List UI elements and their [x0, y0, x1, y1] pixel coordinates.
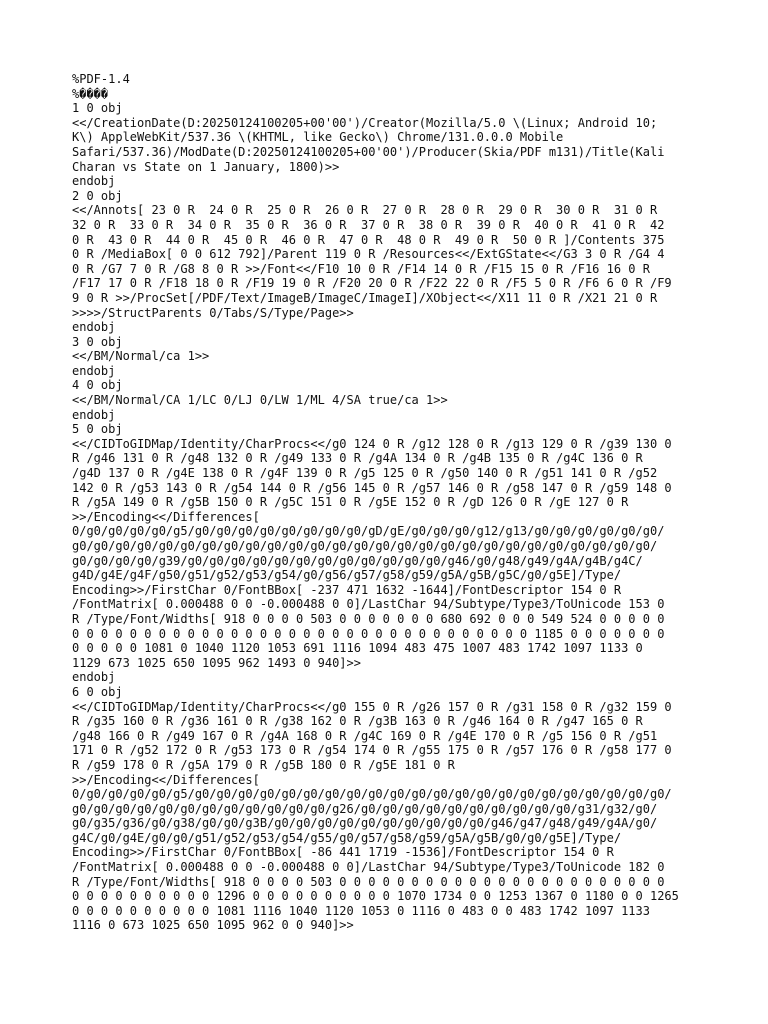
text-line: R /Type/Font/Widths[ 918 0 0 0 0 503 0 0 0 0 0 0 0 680 692 0 0 0 549 524 0 0 0 0 0: [72, 611, 665, 626]
text-line: R /g35 160 0 R /g36 161 0 R /g38 162 0 R /g3B 163 0 R /g46 164 0 R /g47 165 0 R: [72, 714, 643, 729]
text-line: g0/g0/g0/g0/g0/g0/g0/g0/g0/g0/g0/g0/g26/g0/g0/g0/g0/g0/g0/g0/g0/g0/g0/g31/g32/g0/: [72, 801, 658, 816]
text-line: 0 0 0 0 0 0 0 0 0 0 1296 0 0 0 0 0 0 0 0 0 0 1070 1734 0 0 1253 1367 0 1180 0 0 1265: [72, 889, 679, 904]
text-line: <</CIDToGIDMap/Identity/CharProcs<</g0 155 0 R /g26 157 0 R /g31 158 0 R /g32 159 0: [72, 699, 672, 714]
text-line: 0/g0/g0/g0/g0/g5/g0/g0/g0/g0/g0/g0/g0/g0/gD/gE/g0/g0/g0/g12/g13/g0/g0/g0/g0/g0/g0/: [72, 524, 665, 539]
text-line: 0 0 0 0 0 0 0 0 0 0 0 0 0 0 0 0 0 0 0 0 0 0 0 0 0 0 0 0 0 0 0 0 1185 0 0 0 0 0 0 0: [72, 626, 665, 641]
text-line: Encoding>>/FirstChar 0/FontBBox[ -237 471 1632 -1644]/FontDescriptor 154 0 R: [72, 582, 622, 597]
text-line: 1 0 obj: [72, 101, 123, 116]
text-line: %����: [72, 86, 109, 101]
text-line: <</CIDToGIDMap/Identity/CharProcs<</g0 124 0 R /g12 128 0 R /g13 129 0 R /g39 130 0: [72, 436, 672, 451]
text-line: /FontMatrix[ 0.000488 0 0 -0.000488 0 0]/LastChar 94/Subtype/Type3/ToUnicode 153 0: [72, 597, 665, 612]
text-line: /FontMatrix[ 0.000488 0 0 -0.000488 0 0]/LastChar 94/Subtype/Type3/ToUnicode 182 0: [72, 860, 665, 875]
text-line: 0/g0/g0/g0/g0/g5/g0/g0/g0/g0/g0/g0/g0/g0/g0/g0/g0/g0/g0/g0/g0/g0/g0/g0/g0/g0/g0/g0/: [72, 787, 672, 802]
text-line: 0 R 43 0 R 44 0 R 45 0 R 46 0 R 47 0 R 48 0 R 49 0 R 50 0 R ]/Contents 375: [72, 232, 665, 247]
text-line: 0 R /G7 7 0 R /G8 8 0 R >>/Font<</F10 10 0 R /F14 14 0 R /F15 15 0 R /F16 16 0 R: [72, 261, 650, 276]
text-line: >>/Encoding<</Differences[: [72, 772, 260, 787]
text-line: <</BM/Normal/ca 1>>: [72, 349, 210, 364]
text-line: g0/g0/g0/g0/g39/g0/g0/g0/g0/g0/g0/g0/g0/g0/g0/g0/g0/g46/g0/g48/g49/g4A/g4B/g4C/: [72, 553, 643, 568]
text-line: endobj: [72, 363, 116, 378]
text-line: 1129 673 1025 650 1095 962 1493 0 940]>>: [72, 655, 361, 670]
text-line: Charan vs State on 1 January, 1800)>>: [72, 159, 340, 174]
text-line: R /Type/Font/Widths[ 918 0 0 0 0 503 0 0 0 0 0 0 0 0 0 0 0 0 0 0 0 0 0 0 0 0 0 0 0: [72, 874, 665, 889]
text-line: g4D/g4E/g4F/g50/g51/g52/g53/g54/g0/g56/g57/g58/g59/g5A/g5B/g5C/g0/g5E]/Type/: [72, 568, 622, 583]
text-line: %PDF-1.4: [72, 72, 130, 86]
text-line: <</Annots[ 23 0 R 24 0 R 25 0 R 26 0 R 27 0 R 28 0 R 29 0 R 30 0 R 31 0 R: [72, 203, 658, 218]
text-line: 3 0 obj: [72, 334, 123, 349]
text-line: endobj: [72, 174, 116, 189]
text-line: 9 0 R >>/ProcSet[/PDF/Text/ImageB/ImageC/ImageI]/XObject<</X11 11 0 R /X21 21 0 R: [72, 290, 658, 305]
text-line: Encoding>>/FirstChar 0/FontBBox[ -86 441 1719 -1536]/FontDescriptor 154 0 R: [72, 845, 614, 860]
text-line: <</CreationDate(D:20250124100205+00'00')/Creator(Mozilla/5.0 \(Linux; Android 10;: [72, 115, 658, 130]
text-line: 32 0 R 33 0 R 34 0 R 35 0 R 36 0 R 37 0 R 38 0 R 39 0 R 40 0 R 41 0 R 42: [72, 217, 665, 232]
text-line: 0 R /MediaBox[ 0 0 612 792]/Parent 119 0 R /Resources<</ExtGState<</G3 3 0 R /G4 4: [72, 247, 665, 262]
text-line: 4 0 obj: [72, 378, 123, 393]
text-line: 5 0 obj: [72, 422, 123, 437]
text-line: 1116 0 673 1025 650 1095 962 0 0 940]>>: [72, 918, 354, 933]
text-line: R /g59 178 0 R /g5A 179 0 R /g5B 180 0 R /g5E 181 0 R: [72, 757, 455, 772]
text-line: >>>>/StructParents 0/Tabs/S/Type/Page>>: [72, 305, 354, 320]
text-line: R /g46 131 0 R /g48 132 0 R /g49 133 0 R /g4A 134 0 R /g4B 135 0 R /g4C 136 0 R: [72, 451, 643, 466]
text-line: 6 0 obj: [72, 684, 123, 699]
text-line: >>/Encoding<</Differences[: [72, 509, 260, 524]
text-line: 171 0 R /g52 172 0 R /g53 173 0 R /g54 174 0 R /g55 175 0 R /g57 176 0 R /g58 177 0: [72, 743, 672, 758]
text-line: Safari/537.36)/ModDate(D:20250124100205+00'00')/Producer(Skia/PDF m131)/Title(Kali: [72, 144, 665, 159]
text-line: g0/g0/g0/g0/g0/g0/g0/g0/g0/g0/g0/g0/g0/g0/g0/g0/g0/g0/g0/g0/g0/g0/g0/g0/g0/g0/g0/: [72, 539, 658, 553]
text-line: 0 0 0 0 0 0 0 0 0 0 1081 1116 1040 1120 1053 0 1116 0 483 0 0 483 1742 1097 1133: [72, 903, 650, 918]
text-line: endobj: [72, 407, 116, 422]
text-line: /F17 17 0 R /F18 18 0 R /F19 19 0 R /F20 20 0 R /F22 22 0 R /F5 5 0 R /F6 6 0 R /F9: [72, 276, 672, 291]
text-line: <</BM/Normal/CA 1/LC 0/LJ 0/LW 1/ML 4/SA true/ca 1>>: [72, 393, 448, 408]
text-line: 0 0 0 0 0 1081 0 1040 1120 1053 691 1116 1094 483 475 1007 483 1742 1097 1133 0: [72, 641, 643, 656]
text-line: /g4D 137 0 R /g4E 138 0 R /g4F 139 0 R /g5 125 0 R /g50 140 0 R /g51 141 0 R /g52: [72, 466, 658, 481]
pdf-source-text: [72, 72, 712, 933]
text-line: R /g5A 149 0 R /g5B 150 0 R /g5C 151 0 R /g5E 152 0 R /gD 126 0 R /gE 127 0 R: [72, 495, 629, 510]
text-line: endobj: [72, 320, 116, 335]
text-line: 142 0 R /g53 143 0 R /g54 144 0 R /g56 145 0 R /g57 146 0 R /g58 147 0 R /g59 148 0: [72, 480, 672, 495]
text-line: endobj: [72, 670, 116, 685]
text-line: K\) AppleWebKit/537.36 \(KHTML, like Gecko\) Chrome/131.0.0.0 Mobile: [72, 130, 564, 145]
text-line: g0/g35/g36/g0/g38/g0/g0/g3B/g0/g0/g0/g0/g0/g0/g0/g0/g0/g0/g46/g47/g48/g49/g4A/g0/: [72, 816, 658, 831]
text-line: 2 0 obj: [72, 188, 123, 203]
text-line: /g48 166 0 R /g49 167 0 R /g4A 168 0 R /g4C 169 0 R /g4E 170 0 R /g5 156 0 R /g51: [72, 728, 658, 743]
text-line: g4C/g0/g4E/g0/g0/g51/g52/g53/g54/g55/g0/g57/g58/g59/g5A/g5B/g0/g0/g5E]/Type/: [72, 830, 622, 845]
